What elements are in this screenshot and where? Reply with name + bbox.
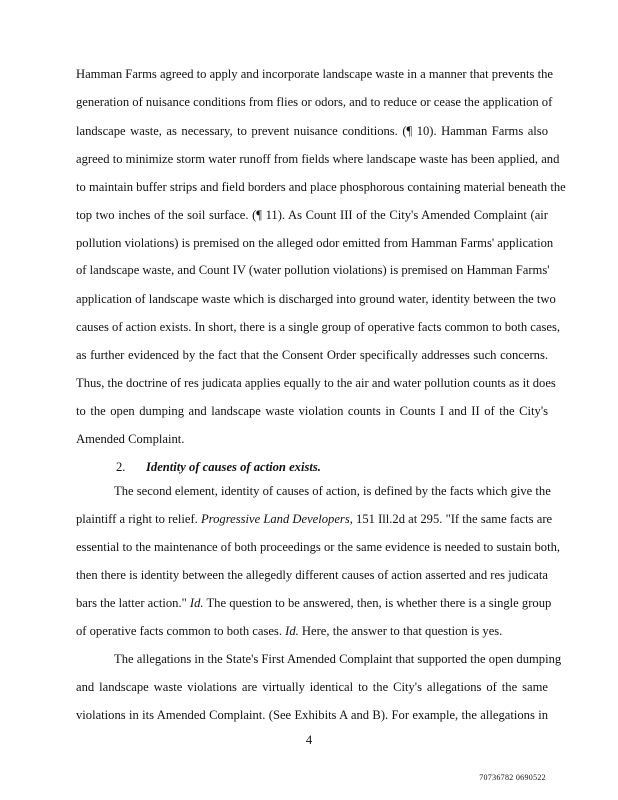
text-span: , 151 Ill.2d at 295. "If the same facts are <box>349 512 553 526</box>
body-text-line: to the open dumping and landscape waste violation counts in Counts I and II of the City's <box>76 404 548 418</box>
case-citation: Id. <box>189 596 204 610</box>
body-text-line: The allegations in the State's First Amended Complaint that supported the open dumping <box>114 652 562 666</box>
text-span: Here, the answer to that question is yes. <box>298 624 503 638</box>
case-citation: Id. <box>285 624 299 638</box>
section-heading <box>116 459 321 475</box>
body-text-line: causes of action exists. In short, there is a single group of operative facts common to both cases, <box>76 320 561 334</box>
document-id: 70736782 0690522 <box>479 773 546 782</box>
section-number: 2. <box>116 460 126 474</box>
text-span: bars the latter action." <box>76 596 190 610</box>
body-text-line: The second element, identity of causes of action, is defined by the facts which give the <box>114 484 551 498</box>
body-text-line: violations in its Amended Complaint. (See Exhibits A and B). For example, the allegations in <box>76 708 548 722</box>
text-span: of operative facts common to both cases. <box>76 624 286 638</box>
section-title: Identity of causes of action exists. <box>146 460 321 474</box>
text-span: plaintiff a right to relief. <box>76 512 201 526</box>
body-text-line: generation of nuisance conditions from flies or odors, and to reduce or cease the application of <box>76 95 553 109</box>
body-text-line: to maintain buffer strips and field borders and place phosphorous containing material beneath the <box>76 180 566 194</box>
body-text-line: essential to the maintenance of both proceedings or the same evidence is needed to sustain both, <box>76 540 561 554</box>
body-text-line <box>76 511 553 527</box>
body-text-line <box>76 623 548 639</box>
case-citation: Progressive Land Developers <box>200 512 350 526</box>
body-text-line: and landscape waste violations are virtually identical to the City's allegations of the same <box>76 680 548 694</box>
body-text-line: pollution violations) is premised on the alleged odor emitted from Hamman Farms' application <box>76 236 554 250</box>
page-number: 4 <box>305 733 313 747</box>
body-text-line: then there is identity between the allegedly different causes of action asserted and res judicata <box>76 568 548 582</box>
body-text-line: landscape waste, as necessary, to prevent nuisance conditions. (¶ 10). Hamman Farms also <box>76 124 548 138</box>
body-text-line: Hamman Farms agreed to apply and incorporate landscape waste in a manner that prevents the <box>76 67 553 81</box>
body-text-line: agreed to minimize storm water runoff from fields where landscape waste has been applied, and <box>76 152 560 166</box>
body-text-line: of landscape waste, and Count IV (water pollution violations) is premised on Hamman Farms' <box>76 263 550 277</box>
body-text-line: application of landscape waste which is discharged into ground water, identity between the two <box>76 292 556 306</box>
text-span: The question to be answered, then, is whether there is a single group <box>203 596 552 610</box>
body-text-line: Amended Complaint. <box>76 432 185 446</box>
body-text-line: top two inches of the soil surface. (¶ 11). As Count III of the City's Amended Complaint (air <box>76 208 548 222</box>
body-text-line: Thus, the doctrine of res judicata applies equally to the air and water pollution counts as it does <box>76 376 556 390</box>
body-text-line <box>76 595 552 611</box>
body-text-line: as further evidenced by the fact that the Consent Order specifically addresses such concerns. <box>76 348 548 362</box>
